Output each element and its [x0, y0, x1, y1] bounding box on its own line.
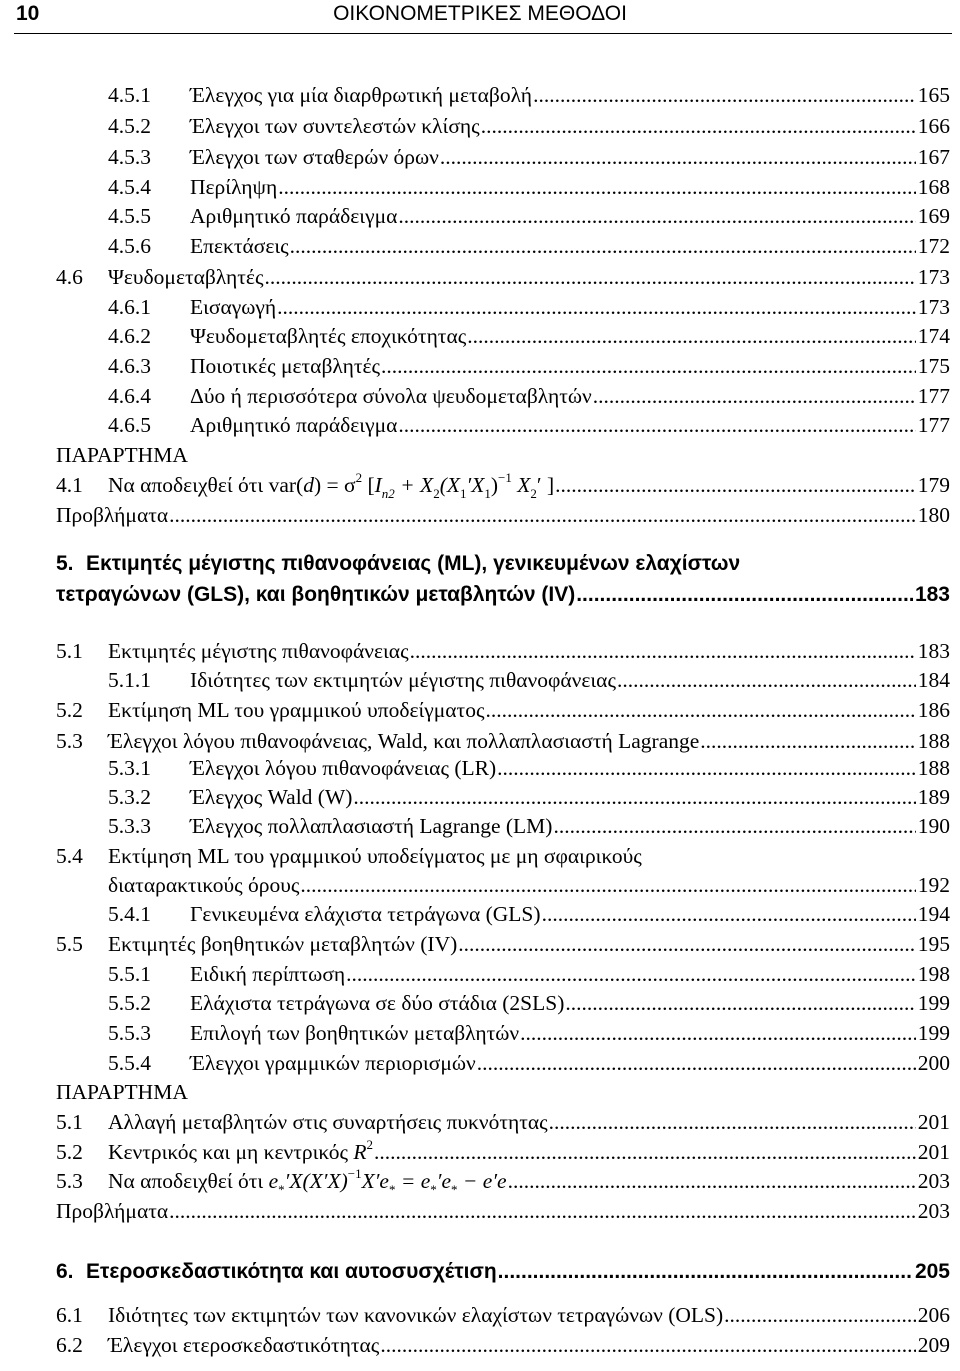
dot-leader: [290, 231, 916, 261]
toc-entry-page: 186: [917, 698, 950, 722]
toc-entry-page: 167: [917, 145, 950, 169]
toc-entry-number: 4.6.1: [108, 295, 151, 319]
toc-entry-page: 189: [917, 785, 950, 809]
toc-entry-number: 4.5.1: [108, 83, 151, 107]
toc-entry-page: 175: [917, 354, 950, 378]
toc-entry-number: 4.6.4: [108, 384, 151, 408]
toc-entry-number: 4.1: [56, 473, 83, 497]
dot-leader: [498, 1257, 913, 1287]
toc-entry-title: Ελάχιστα τετράγωνα σε δύο στάδια (2SLS): [190, 991, 565, 1015]
toc-entry[interactable]: [0, 1137, 960, 1167]
toc-entry[interactable]: [0, 753, 960, 783]
dot-leader: [169, 1196, 916, 1226]
dot-leader: [724, 1300, 916, 1330]
toc-entry-title: Επεκτάσεις: [190, 234, 289, 258]
toc-entry-page: 183: [914, 583, 950, 606]
toc-entry-title: Ποιοτικές μεταβλητές: [190, 354, 381, 378]
toc-entry-title: Έλεγχος πολλαπλασιαστή Lagrange (LM): [190, 814, 553, 838]
toc-entry-number: 4.5.2: [108, 114, 151, 138]
toc-entry-title: Αλλαγή μεταβλητών στις συναρτήσεις πυκνότητας: [108, 1110, 548, 1134]
toc-entry-title: Αριθμητικό παράδειγμα: [190, 204, 398, 228]
toc-entry[interactable]: [0, 1107, 960, 1137]
toc-entry-page: 174: [917, 324, 950, 348]
dot-leader: [542, 899, 916, 929]
dot-leader: [458, 929, 915, 959]
toc-entry-title: Να αποδειχθεί ότι: [108, 473, 264, 497]
toc-entry-page: 180: [917, 503, 950, 527]
toc-entry[interactable]: [0, 665, 960, 695]
dot-leader: [700, 726, 915, 756]
toc-entry[interactable]: [0, 959, 960, 989]
toc-entry-page: 195: [917, 932, 950, 956]
toc-entry-number: 4.6.2: [108, 324, 151, 348]
toc-entry-title: διαταρακτικούς όρους: [108, 873, 300, 897]
toc-entry[interactable]: [0, 440, 960, 470]
dot-leader: [549, 1107, 916, 1137]
toc-entry[interactable]: [0, 1257, 960, 1287]
toc-entry-title: Έλεγχος Wald (W): [190, 785, 353, 809]
toc-entry[interactable]: [0, 321, 960, 351]
toc-entry[interactable]: [0, 695, 960, 725]
toc-entry-title: Εκτίμηση ML του γραμμικού υποδείγματος με μη σφαιρικούς: [108, 844, 642, 868]
toc-entry[interactable]: [0, 782, 960, 812]
toc-entry-title: Εκτιμητές μέγιστης πιθανοφάνειας: [108, 639, 409, 663]
toc-entry-title: Έλεγχοι λόγου πιθανοφάνειας, Wald, και πολλαπλασιαστή Lagrange: [108, 729, 700, 753]
toc-entry-page: 203: [917, 1169, 950, 1193]
toc-entry-title: Ετεροσκεδαστικότητα και αυτοσυσχέτιση: [86, 1260, 497, 1283]
toc-entry[interactable]: [0, 351, 960, 381]
dot-leader: [481, 111, 916, 141]
toc-entry-page: 203: [917, 1199, 950, 1223]
toc-entry-title: Ιδιότητες των εκτιμητών των κανονικών ελαχίστων τετραγώνων (OLS): [108, 1303, 724, 1327]
toc-entry-title: Αριθμητικό παράδειγμα: [190, 413, 398, 437]
toc-entry-page: 168: [917, 175, 950, 199]
page-number: 10: [16, 2, 40, 25]
toc-entry-title: Να αποδειχθεί ότι: [108, 1169, 264, 1193]
dot-leader: [277, 292, 916, 322]
toc-entry-number: 4.5.4: [108, 175, 151, 199]
toc-entry-page: 173: [917, 295, 950, 319]
toc-entry-page: 169: [917, 204, 950, 228]
toc-entry[interactable]: [0, 841, 960, 871]
toc-entry-number: 5.4: [56, 844, 83, 868]
formula-variance: $var(d) = \sigma^2$ [$I_{n2} + X_2(X_1'X_1)^{-1}$ $X_2'$ ]: [268, 470, 555, 501]
toc-entry-title: Προβλήματα: [56, 1199, 169, 1223]
toc-entry[interactable]: [0, 410, 960, 440]
toc-entry[interactable]: [0, 811, 960, 841]
toc-entry-page: 190: [917, 814, 950, 838]
dot-leader: [553, 811, 915, 841]
toc-entry[interactable]: [0, 726, 960, 756]
toc-entry-page: 172: [917, 234, 950, 258]
toc-entry-page: 205: [914, 1260, 950, 1283]
toc-entry-number: 5.2: [56, 698, 83, 722]
toc-entry-title: Ειδική περίπτωση: [190, 962, 346, 986]
toc-entry[interactable]: [0, 381, 960, 411]
toc-entry-number: 5.5.1: [108, 962, 151, 986]
toc-entry-title: Περίληψη: [190, 175, 278, 199]
toc-entry-title: Δύο ή περισσότερα σύνολα ψευδομεταβλητών: [190, 384, 592, 408]
toc-entry-title: Εκτιμητές βοηθητικών μεταβλητών (IV): [108, 932, 458, 956]
toc-entry-number: 5.3: [56, 1169, 83, 1193]
toc-entry-page: 199: [917, 1021, 950, 1045]
toc-entry-page: 206: [917, 1303, 950, 1327]
toc-entry-page: 201: [917, 1110, 950, 1134]
toc-entry-title: Ψευδομεταβλητές εποχικότητας: [190, 324, 467, 348]
dot-leader: [497, 753, 916, 783]
toc-entry[interactable]: [0, 870, 960, 900]
dot-leader: [485, 695, 915, 725]
toc-entry-number: 4.6.5: [108, 413, 151, 437]
dot-leader: [533, 80, 916, 110]
toc-entry-number: 5.1: [56, 639, 83, 663]
toc-entry-number: 4.5.6: [108, 234, 151, 258]
toc-entry-title: Επιλογή των βοηθητικών μεταβλητών: [190, 1021, 520, 1045]
toc-entry-number: 5.2: [56, 1140, 83, 1164]
dot-leader: [398, 410, 915, 440]
toc-entry-title: Γενικευμένα ελάχιστα τετράγωνα (GLS): [190, 902, 541, 926]
toc-entry-page: 194: [917, 902, 950, 926]
dot-leader: [169, 500, 916, 530]
toc-entry[interactable]: [0, 580, 960, 610]
toc-entry[interactable]: [0, 1018, 960, 1048]
dot-leader: [555, 470, 916, 500]
toc-entry[interactable]: [0, 80, 960, 110]
toc-entry-page: 200: [917, 1051, 950, 1075]
toc-entry-page: 201: [917, 1140, 950, 1164]
toc-entry-title: τετραγώνων (GLS), και βοηθητικών μεταβλητών (IV): [56, 583, 576, 606]
toc-entry-number: 6.2: [56, 1333, 83, 1357]
toc-entry-number: 5.3.3: [108, 814, 151, 838]
toc-entry-page: 179: [917, 473, 950, 497]
dot-leader: [617, 665, 916, 695]
toc-entry-page: 209: [917, 1333, 950, 1357]
toc-entry[interactable]: [0, 111, 960, 141]
dot-leader: [374, 1137, 916, 1167]
dot-leader: [477, 1048, 916, 1078]
toc-entry-number: 5.5.3: [108, 1021, 151, 1045]
toc-entry-number: 5.4.1: [108, 902, 151, 926]
dot-leader: [264, 262, 915, 292]
toc-entry[interactable]: [0, 1048, 960, 1078]
toc-entry-page: 192: [917, 873, 950, 897]
toc-entry[interactable]: [0, 470, 960, 500]
toc-entry-page: 199: [917, 991, 950, 1015]
dot-leader: [380, 1330, 915, 1360]
dot-leader: [576, 580, 913, 610]
toc-entry-number: 5.1: [56, 1110, 83, 1134]
toc-entry-title: Έλεγχοι λόγου πιθανοφάνειας (LR): [190, 756, 497, 780]
running-title: ΟΙΚΟΝΟΜΕΤΡΙΚΕΣ ΜΕΘΟΔΟΙ: [333, 2, 627, 25]
toc-entry[interactable]: [0, 1166, 960, 1196]
toc-entry-title: Εισαγωγή: [190, 295, 277, 319]
toc-entry-page: 188: [917, 729, 950, 753]
toc-entry[interactable]: [0, 172, 960, 202]
toc-entry[interactable]: [0, 1300, 960, 1330]
toc-entry[interactable]: [0, 1077, 960, 1107]
toc-entry[interactable]: [0, 292, 960, 322]
toc-entry-number: 5.5.2: [108, 991, 151, 1015]
toc-entry-page: 173: [917, 265, 950, 289]
formula-r-squared: $R^2$: [353, 1137, 374, 1164]
dot-leader: [440, 142, 916, 172]
toc-entry-page: 165: [917, 83, 950, 107]
dot-leader: [353, 782, 915, 812]
dot-leader: [467, 321, 916, 351]
dot-leader: [508, 1166, 916, 1196]
dot-leader: [398, 201, 915, 231]
toc-entry[interactable]: [0, 988, 960, 1018]
toc-entry-title: Έλεγχοι ετεροσκεδαστικότητας: [108, 1333, 380, 1357]
toc-entry-title: Έλεγχοι των σταθερών όρων: [190, 145, 439, 169]
toc-entry-number: ΠΑΡΑΡΤΗΜΑ: [56, 1080, 188, 1104]
toc-entry[interactable]: [0, 201, 960, 231]
dot-leader: [520, 1018, 916, 1048]
formula-residuals: $e_*'X(X'X)^{-1}X'e_* = e_*'e_* - e'e$: [268, 1166, 507, 1197]
dot-leader: [565, 988, 915, 1018]
dot-leader: [278, 172, 916, 202]
toc-entry[interactable]: [0, 1196, 960, 1226]
toc-entry-number: 6.: [56, 1260, 74, 1283]
toc-entry-title: Προβλήματα: [56, 503, 169, 527]
toc-entry[interactable]: [0, 899, 960, 929]
toc-entry-number: 5.5.4: [108, 1051, 151, 1075]
toc-entry-page: 166: [917, 114, 950, 138]
toc-entry-number: 5.5: [56, 932, 83, 956]
toc-entry-page: 177: [917, 384, 950, 408]
toc-entry-number: 5.1.1: [108, 668, 151, 692]
toc-entry-title: Έλεγχος για μία διαρθρωτική μεταβολή: [190, 83, 533, 107]
toc-entry-title: Εκτιμητές μέγιστης πιθανοφάνειας (ML), γενικευμένων ελαχίστων: [86, 552, 741, 575]
toc-entry-number: 4.5.5: [108, 204, 151, 228]
toc-entry-page: 183: [917, 639, 950, 663]
toc-entry-number: 4.5.3: [108, 145, 151, 169]
toc-entry-title: Έλεγχοι γραμμικών περιορισμών: [190, 1051, 476, 1075]
toc-entry-page: 198: [917, 962, 950, 986]
toc-entry[interactable]: [0, 231, 960, 261]
toc-entry[interactable]: [0, 929, 960, 959]
dot-leader: [410, 636, 916, 666]
dot-leader: [346, 959, 916, 989]
toc-entry-page: 188: [917, 756, 950, 780]
toc-entry[interactable]: [0, 549, 960, 579]
toc-entry[interactable]: [0, 636, 960, 666]
toc-entry-page: 184: [917, 668, 950, 692]
toc-entry[interactable]: [0, 142, 960, 172]
toc-entry-number: 5.3.1: [108, 756, 151, 780]
toc-entry-title: Ψευδομεταβλητές: [108, 265, 264, 289]
toc-entry[interactable]: [0, 500, 960, 530]
toc-entry-title: Κεντρικός και μη κεντρικός: [108, 1140, 349, 1164]
toc-entry-number: 5.3.2: [108, 785, 151, 809]
toc-entry-number: ΠΑΡΑΡΤΗΜΑ: [56, 443, 188, 467]
toc-entry-title: Ιδιότητες των εκτιμητών μέγιστης πιθανοφάνειας: [190, 668, 616, 692]
toc-entry-number: 5.: [56, 552, 74, 575]
toc-entry-title: Εκτίμηση ML του γραμμικού υποδείγματος: [108, 698, 485, 722]
dot-leader: [300, 870, 915, 900]
toc-entry-number: 6.1: [56, 1303, 83, 1327]
toc-entry[interactable]: [0, 1330, 960, 1360]
toc-entry-page: 177: [917, 413, 950, 437]
toc-entry-title: Έλεγχοι των συντελεστών κλίσης: [190, 114, 480, 138]
dot-leader: [593, 381, 916, 411]
toc-entry[interactable]: [0, 262, 960, 292]
toc-entry-number: 4.6: [56, 265, 83, 289]
toc-entry-number: 4.6.3: [108, 354, 151, 378]
toc-entry-number: 5.3: [56, 729, 83, 753]
dot-leader: [381, 351, 916, 381]
